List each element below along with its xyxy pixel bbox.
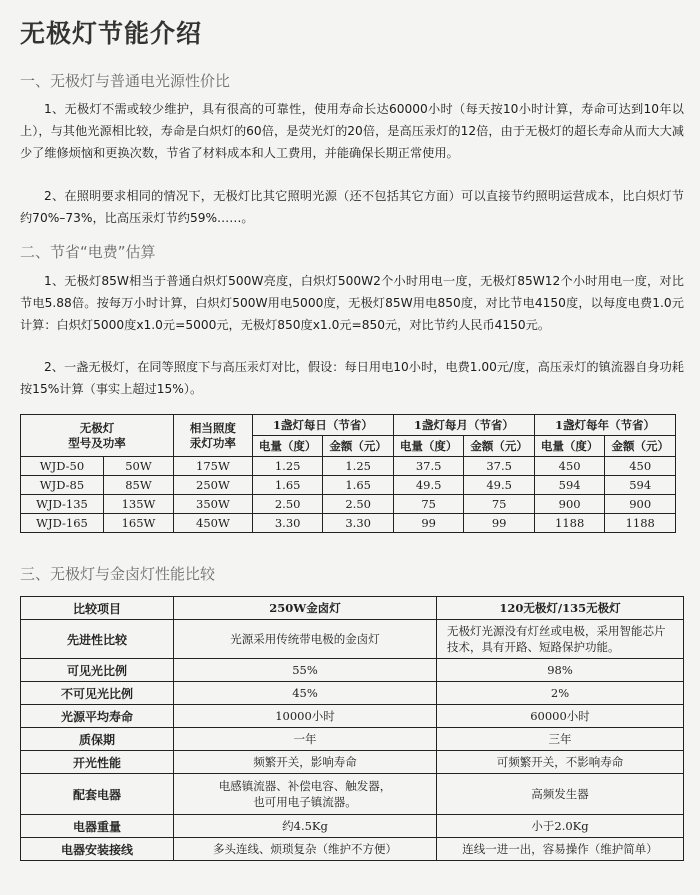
model-cell: WJD-165 [21, 514, 104, 533]
metal-halide-cell: 一年 [174, 728, 437, 751]
watt-cell: 50W [104, 457, 174, 476]
row-label: 电器重量 [21, 815, 174, 838]
value-cell: 49.5 [393, 476, 464, 495]
col-model-header: 无极灯 型号及功率 [21, 415, 174, 457]
model-cell: WJD-85 [21, 476, 104, 495]
value-cell: 49.5 [464, 476, 535, 495]
header-induction: 120无极灯/135无极灯 [437, 597, 684, 620]
row-label: 先进性比较 [21, 620, 174, 659]
table-row [21, 705, 684, 728]
col-day-header: 1盏灯每日（节省） [252, 415, 393, 436]
value-cell: 3.30 [252, 514, 323, 533]
induction-cell: 60000小时 [437, 705, 684, 728]
header-metal-halide: 250W金卤灯 [174, 597, 437, 620]
subheader-power: 电量（度） [252, 436, 323, 457]
metal-halide-cell: 45% [174, 682, 437, 705]
subheader-money: 金额（元） [464, 436, 535, 457]
metal-halide-cell: 频繁开关，影响寿命 [174, 751, 437, 774]
value-cell: 1.25 [252, 457, 323, 476]
induction-cell: 连线一进一出，容易操作（维护简单） [437, 838, 684, 861]
subheader-money: 金额（元） [605, 436, 676, 457]
row-label: 可见光比例 [21, 659, 174, 682]
value-cell: 99 [393, 514, 464, 533]
table-row [21, 620, 684, 659]
table-row [21, 751, 684, 774]
paragraph-1-1: 1、无极灯不需或较少维护，具有很高的可靠性，使用寿命长达60000小时（每天按10小时计算，寿命可达到10年以上），与其他光源相比较，寿命是白炽灯的60倍，是荧光灯的20倍，是高压汞灯的12倍，由于无极灯的超长寿命从而大大减少了维修烦恼和更换次数，节省了材料成本和人工费用，并能确保长期正常使用。 [20, 102, 684, 160]
metal-halide-cell: 10000小时 [174, 705, 437, 728]
table-row [21, 476, 676, 495]
table-row [21, 774, 684, 815]
col-year-header: 1盏灯每年（节省） [534, 415, 675, 436]
metal-halide-cell: 电感镇流器、补偿电容、触发器， 也可用电子镇流器。 [174, 774, 437, 815]
paragraph-2-1: 1、无极灯85W相当于普通白炽灯500W亮度，白炽灯500W2个小时用电一度，无极灯85W12个小时用电一度，对比节电5.88倍。按每万小时计算，白炽灯500W用电5000度，无极灯85W用电850度，对比节电4150度，以每度电费1.0元计算：白炽灯5000度x1.0元=5000元，无极灯850度x1.0元=850元，对比节约人民币4150元。 [20, 274, 684, 332]
value-cell: 37.5 [393, 457, 464, 476]
value-cell: 1.65 [323, 476, 394, 495]
header-item: 比较项目 [21, 597, 174, 620]
metal-halide-cell: 55% [174, 659, 437, 682]
metal-halide-cell: 约4.5Kg [174, 815, 437, 838]
induction-cell: 小于2.0Kg [437, 815, 684, 838]
metal-halide-cell: 光源采用传统带电极的金卤灯 [174, 620, 437, 659]
table-row [21, 659, 684, 682]
value-cell: 75 [464, 495, 535, 514]
value-cell: 1.25 [323, 457, 394, 476]
value-cell: 900 [534, 495, 605, 514]
table-row [21, 838, 684, 861]
table-row [21, 495, 676, 514]
table-row [21, 457, 676, 476]
equiv-cell: 175W [173, 457, 252, 476]
table-header-row [21, 597, 684, 620]
value-cell: 75 [393, 495, 464, 514]
subheader-money: 金额（元） [323, 436, 394, 457]
value-cell: 1188 [534, 514, 605, 533]
paragraph-2-2: 2、一盏无极灯，在同等照度下与高压汞灯对比，假设：每日用电10小时，电费1.00元/度，高压汞灯的镇流器自身功耗按15%计算（事实上超过15%）。 [20, 360, 684, 396]
section-heading-3: 三、无极灯与金卤灯性能比较 [20, 565, 216, 583]
value-cell: 450 [605, 457, 676, 476]
comparison-table [20, 596, 684, 861]
value-cell: 594 [534, 476, 605, 495]
page-title: 无极灯节能介绍 [20, 19, 203, 48]
induction-cell: 2% [437, 682, 684, 705]
value-cell: 99 [464, 514, 535, 533]
watt-cell: 135W [104, 495, 174, 514]
col-equiv-header: 相当照度 汞灯功率 [173, 415, 252, 457]
value-cell: 2.50 [323, 495, 394, 514]
paragraph-1-2: 2、在照明要求相同的情况下，无极灯比其它照明光源（还不包括其它方面）可以直接节约照明运营成本，比白炽灯节约70%–73%，比高压汞灯节约59%……。 [20, 189, 684, 225]
col-month-header: 1盏灯每月（节省） [393, 415, 534, 436]
row-label: 不可见光比例 [21, 682, 174, 705]
model-cell: WJD-50 [21, 457, 104, 476]
row-label: 开光性能 [21, 751, 174, 774]
value-cell: 900 [605, 495, 676, 514]
row-label: 质保期 [21, 728, 174, 751]
row-label: 配套电器 [21, 774, 174, 815]
table-row [21, 682, 684, 705]
equiv-cell: 250W [173, 476, 252, 495]
savings-table [20, 414, 676, 533]
equiv-cell: 450W [173, 514, 252, 533]
value-cell: 37.5 [464, 457, 535, 476]
row-label: 光源平均寿命 [21, 705, 174, 728]
section-heading-2: 二、节省“电费”估算 [20, 243, 156, 261]
subheader-power: 电量（度） [393, 436, 464, 457]
value-cell: 1.65 [252, 476, 323, 495]
value-cell: 1188 [605, 514, 676, 533]
value-cell: 594 [605, 476, 676, 495]
model-cell: WJD-135 [21, 495, 104, 514]
value-cell: 450 [534, 457, 605, 476]
induction-cell: 98% [437, 659, 684, 682]
section-heading-1: 一、无极灯与普通电光源性价比 [20, 72, 231, 90]
induction-cell: 无极灯光源没有灯丝或电极，采用智能芯片技术，具有开路、短路保护功能。 [437, 620, 684, 659]
induction-cell: 可频繁开关，不影响寿命 [437, 751, 684, 774]
induction-cell: 高频发生器 [437, 774, 684, 815]
table-row [21, 514, 676, 533]
table-row [21, 728, 684, 751]
value-cell: 2.50 [252, 495, 323, 514]
table-row [21, 815, 684, 838]
equiv-cell: 350W [173, 495, 252, 514]
value-cell: 3.30 [323, 514, 394, 533]
induction-cell: 三年 [437, 728, 684, 751]
metal-halide-cell: 多头连线、烦琐复杂（维护不方便） [174, 838, 437, 861]
row-label: 电器安装接线 [21, 838, 174, 861]
watt-cell: 165W [104, 514, 174, 533]
subheader-power: 电量（度） [534, 436, 605, 457]
watt-cell: 85W [104, 476, 174, 495]
